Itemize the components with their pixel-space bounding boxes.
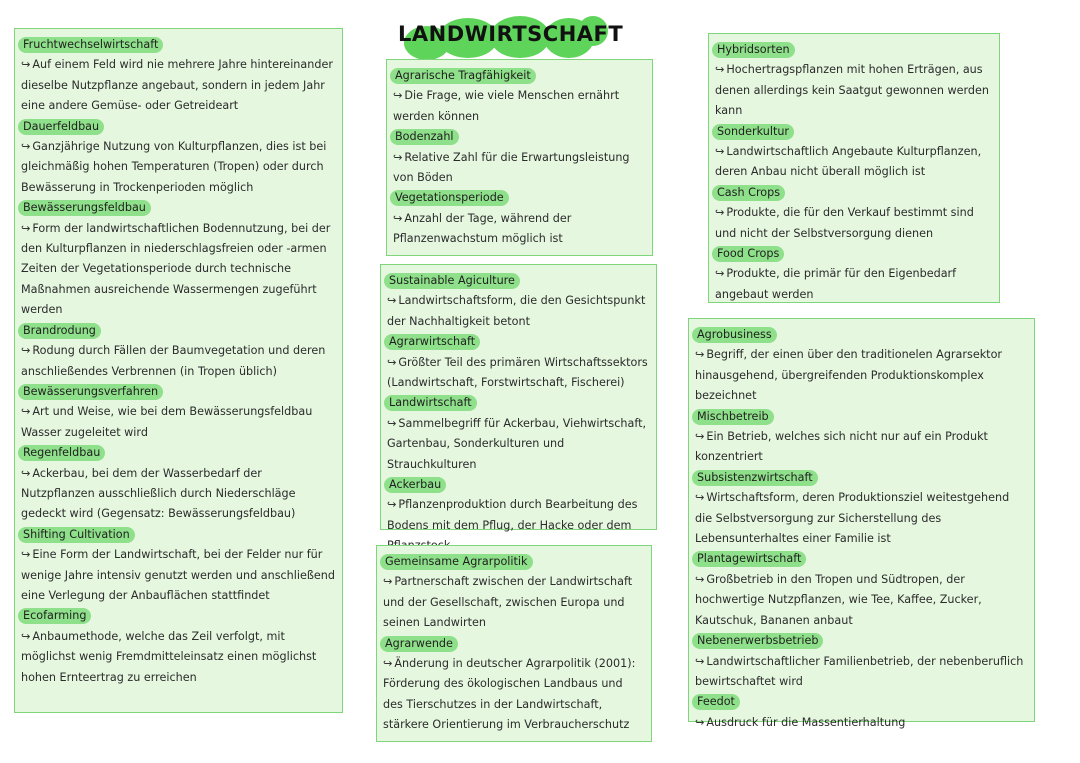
glossary-term: Agrarwende (380, 636, 458, 652)
page-title: LANDWIRTSCHAFT (398, 22, 624, 46)
hooked-arrow-icon: ↪ (695, 348, 705, 362)
hooked-arrow-icon: ↪ (383, 657, 393, 671)
glossary-definition-text: Anbaumethode, welche das Zeil verfolgt, mit möglichst wenig Fremdmitteleinsatz einen möglichst hohen Ernteertrag zu erreichen (21, 629, 317, 684)
glossary-definition-text: Partnerschaft zwischen der Landwirtschaft und der Gesellschaft, zwischen Europa und seinen Landwirten (383, 575, 633, 630)
glossary-term: Mischbetreib (692, 409, 774, 425)
glossary-entry (715, 40, 993, 122)
glossary-entry (695, 631, 1028, 692)
glossary-entry (393, 188, 646, 249)
glossary-box (708, 33, 1000, 303)
glossary-definition-text: Änderung in deutscher Agrarpolitik (2001): Förderung des ökologischen Landbaus und des Tierschutzes in der Landwirtschaft, stärkere Orientierung im Verbraucherschutz (383, 657, 636, 732)
glossary-term: Feedot (692, 694, 740, 710)
glossary-definition-text: Wirtschaftsform, deren Produktionsziel weitestgehend die Selbstversorgung zur Sicherstellung des Lebensunterhaltes einer Familie ist (695, 491, 1010, 546)
glossary-entry (383, 552, 645, 634)
hooked-arrow-icon: ↪ (21, 344, 31, 358)
glossary-entry (383, 634, 645, 736)
glossary-entry (21, 321, 336, 382)
glossary-definition (695, 570, 1028, 631)
hooked-arrow-icon: ↪ (715, 267, 725, 281)
glossary-entry (393, 127, 646, 188)
glossary-term: Fruchtwechselwirtschaft (18, 37, 163, 53)
hooked-arrow-icon: ↪ (387, 355, 397, 369)
glossary-definition-text: Eine Form der Landwirtschaft, bei der Felder nur für wenige Jahre intensiv genutzt werden und anschließend eine Verlegung der Anbauflächen stattfindet (21, 548, 335, 602)
glossary-definition-text: Rodung durch Fällen der Baumvegetation und deren anschließendes Verbrennen (in Tropen üblich) (21, 344, 326, 378)
glossary-definition (387, 291, 650, 332)
glossary-definition (695, 488, 1028, 549)
hooked-arrow-icon: ↪ (715, 63, 725, 77)
glossary-entry (21, 606, 336, 688)
hooked-arrow-icon: ↪ (695, 430, 705, 444)
glossary-definition (21, 341, 336, 382)
hooked-arrow-icon: ↪ (21, 466, 31, 480)
glossary-term: Bewässerungsverfahren (18, 384, 163, 400)
glossary-definition (21, 545, 336, 606)
glossary-term: Nebenerwerbsbetrieb (692, 633, 823, 649)
glossary-entry (695, 549, 1028, 631)
hooked-arrow-icon: ↪ (393, 89, 403, 103)
hooked-arrow-icon: ↪ (695, 654, 705, 668)
glossary-definition (393, 209, 646, 250)
title-block (398, 14, 624, 60)
glossary-term: Agrobusiness (692, 327, 777, 343)
glossary-entry (695, 325, 1028, 407)
glossary-term: Cash Crops (712, 185, 785, 201)
glossary-term: Ecofarming (18, 608, 91, 624)
hooked-arrow-icon: ↪ (393, 150, 403, 164)
glossary-term: Food Crops (712, 246, 784, 262)
glossary-definition-text: Begriff, der einen über den traditionelen Agrarsektor hinausgehend, übergreifenden Produktionskomplex bezeichnet (695, 348, 1003, 403)
glossary-definition-text: Ackerbau, bei dem der Wasserbedarf der Nutzpflanzen ausschließlich durch Niederschläge gedeckt wird (Gegensatz: Bewässerungsfeldbau) (21, 466, 296, 521)
hooked-arrow-icon: ↪ (21, 58, 31, 72)
glossary-definition (695, 713, 1028, 733)
glossary-definition (383, 654, 645, 736)
glossary-definition (695, 427, 1028, 468)
glossary-definition-text: Großbetrieb in den Tropen und Südtropen, der hochwertige Nutzpflanzen, wie Tee, Kaffee, Zucker, Kautschuk, Bananen anbaut (695, 572, 982, 627)
hooked-arrow-icon: ↪ (387, 498, 397, 512)
hooked-arrow-icon: ↪ (21, 140, 31, 154)
glossary-entry (21, 525, 336, 607)
glossary-definition (715, 203, 993, 244)
glossary-definition-text: Produkte, die primär für den Eigenbedarf angebaut werden (715, 267, 957, 301)
hooked-arrow-icon: ↪ (387, 416, 397, 430)
glossary-box (376, 545, 652, 742)
glossary-term: Vegetationsperiode (390, 190, 509, 206)
glossary-definition (21, 627, 336, 688)
glossary-entry (21, 117, 336, 199)
glossary-definition (695, 345, 1028, 406)
glossary-definition-text: Ganzjährige Nutzung von Kulturpflanzen, dies ist bei gleichmäßig hohen Temperaturen (Tropen) oder durch Bewässerung in Trockenperioden möglich (21, 140, 327, 194)
hooked-arrow-icon: ↪ (21, 221, 31, 235)
glossary-entry (21, 382, 336, 443)
hooked-arrow-icon: ↪ (695, 572, 705, 586)
glossary-term: Agrarwirtschaft (384, 334, 480, 350)
glossary-entry (387, 271, 650, 332)
hooked-arrow-icon: ↪ (695, 715, 705, 729)
glossary-definition (715, 60, 993, 121)
glossary-term: Plantagewirtschaft (692, 551, 806, 567)
glossary-definition-text: Die Frage, wie viele Menschen ernährt werden können (393, 89, 620, 123)
glossary-definition (21, 55, 336, 116)
glossary-term: Hybridsorten (712, 42, 795, 58)
hooked-arrow-icon: ↪ (695, 491, 705, 505)
hooked-arrow-icon: ↪ (393, 211, 403, 225)
glossary-definition (383, 572, 645, 633)
glossary-term: Sonderkultur (712, 124, 794, 140)
glossary-entry (695, 468, 1028, 550)
glossary-box (380, 264, 657, 530)
glossary-definition-text: Relative Zahl für die Erwartungsleistung von Böden (393, 150, 630, 185)
glossary-term: Brandrodung (18, 323, 101, 339)
glossary-definition (387, 353, 650, 394)
glossary-definition (21, 464, 336, 525)
glossary-term: Shifting Cultivation (18, 527, 135, 543)
glossary-definition-text: Form der landwirtschaftlichen Bodennutzung, bei der den Kulturpflanzen in niederschlagsfreien oder -armen Zeiten der Vegetationsperiode durch technische Maßnahmen ausreichende Wassermengen zugeführt werden (21, 221, 331, 317)
glossary-term: Sustainable Agiculture (384, 273, 520, 289)
glossary-definition-text: Pflanzenproduktion durch Bearbeitung des Bodens mit dem Pflug, der Hacke oder dem (387, 498, 638, 532)
glossary-entry (21, 198, 336, 320)
glossary-term: Gemeinsame Agrarpolitik (380, 554, 533, 570)
glossary-definition-text: Ausdruck für die Massentierhaltung (706, 715, 906, 729)
glossary-term: Dauerfeldbau (18, 119, 104, 135)
glossary-definition-text: Landwirtschaftlicher Familienbetrieb, der nebenberuflich bewirtschaftet wird (695, 654, 1024, 688)
glossary-definition-text: Anzahl der Tage, während der Pflanzenwachstum möglich ist (393, 211, 572, 246)
glossary-box (14, 28, 343, 713)
hooked-arrow-icon: ↪ (21, 405, 31, 419)
hooked-arrow-icon: ↪ (21, 548, 31, 562)
glossary-term: Landwirtschaft (384, 395, 477, 411)
glossary-definition (387, 414, 650, 475)
glossary-entry (695, 692, 1028, 733)
glossary-entry (21, 35, 336, 117)
glossary-definition (393, 86, 646, 127)
glossary-definition-text: Auf einem Feld wird nie mehrere Jahre hintereinander dieselbe Nutzpflanze angebaut, sondern in jedem Jahr eine andere Gemüse- oder Getreideart (21, 58, 333, 113)
glossary-definition (393, 148, 646, 189)
glossary-entry (393, 66, 646, 127)
glossary-definition-text: Ein Betrieb, welches sich nicht nur auf ein Produkt konzentriert (695, 430, 988, 464)
glossary-entry (715, 183, 993, 244)
glossary-term: Subsistenzwirtschaft (692, 470, 818, 486)
glossary-definition (715, 264, 993, 305)
glossary-entry (695, 407, 1028, 468)
glossary-definition (695, 652, 1028, 693)
glossary-definition (715, 142, 993, 183)
glossary-definition-text: Hochertragspflanzen mit hohen Erträgen, aus denen allerdings kein Saatgut gewonnen werden kann (715, 63, 989, 118)
hooked-arrow-icon: ↪ (715, 206, 725, 220)
glossary-term: Bodenzahl (390, 129, 459, 145)
glossary-definition (21, 137, 336, 198)
hooked-arrow-icon: ↪ (21, 629, 31, 643)
glossary-entry (387, 332, 650, 393)
glossary-definition-text: Landwirtschaftsform, die den Gesichtspunkt der Nachhaltigkeit betont (387, 294, 646, 328)
hooked-arrow-icon: ↪ (715, 145, 725, 159)
glossary-entry (21, 443, 336, 525)
glossary-box (688, 318, 1035, 729)
glossary-entry (387, 393, 650, 475)
hooked-arrow-icon: ↪ (383, 575, 393, 589)
glossary-definition-text: Landwirtschaftlich Angebaute Kulturpflanzen, deren Anbau nicht überall möglich ist (715, 145, 982, 179)
glossary-entry (715, 244, 993, 305)
glossary-term: Bewässerungsfeldbau (18, 200, 151, 216)
glossary-entry (715, 122, 993, 183)
glossary-definition-text: Sammelbegriff für Ackerbau, Viehwirtschaft, Gartenbau, Sonderkulturen und Strauchkulturen (387, 416, 647, 471)
glossary-definition-text: Art und Weise, wie bei dem Bewässerungsfeldbau Wasser zugeleitet wird (21, 405, 313, 439)
glossary-term: Regenfeldbau (18, 445, 105, 461)
glossary-definition (21, 219, 336, 321)
glossary-box (386, 59, 653, 256)
glossary-definition-text: Produkte, die für den Verkauf bestimmt sind und nicht der Selbstversorgung dienen (715, 206, 974, 240)
hooked-arrow-icon: ↪ (387, 294, 397, 308)
glossary-term: Agrarische Tragfähigkeit (390, 68, 536, 84)
glossary-definition-text: Größter Teil des primären Wirtschaftssektors (Landwirtschaft, Forstwirtschaft, Fischerei) (387, 355, 648, 390)
glossary-definition (21, 402, 336, 443)
glossary-term: Ackerbau (384, 477, 446, 493)
